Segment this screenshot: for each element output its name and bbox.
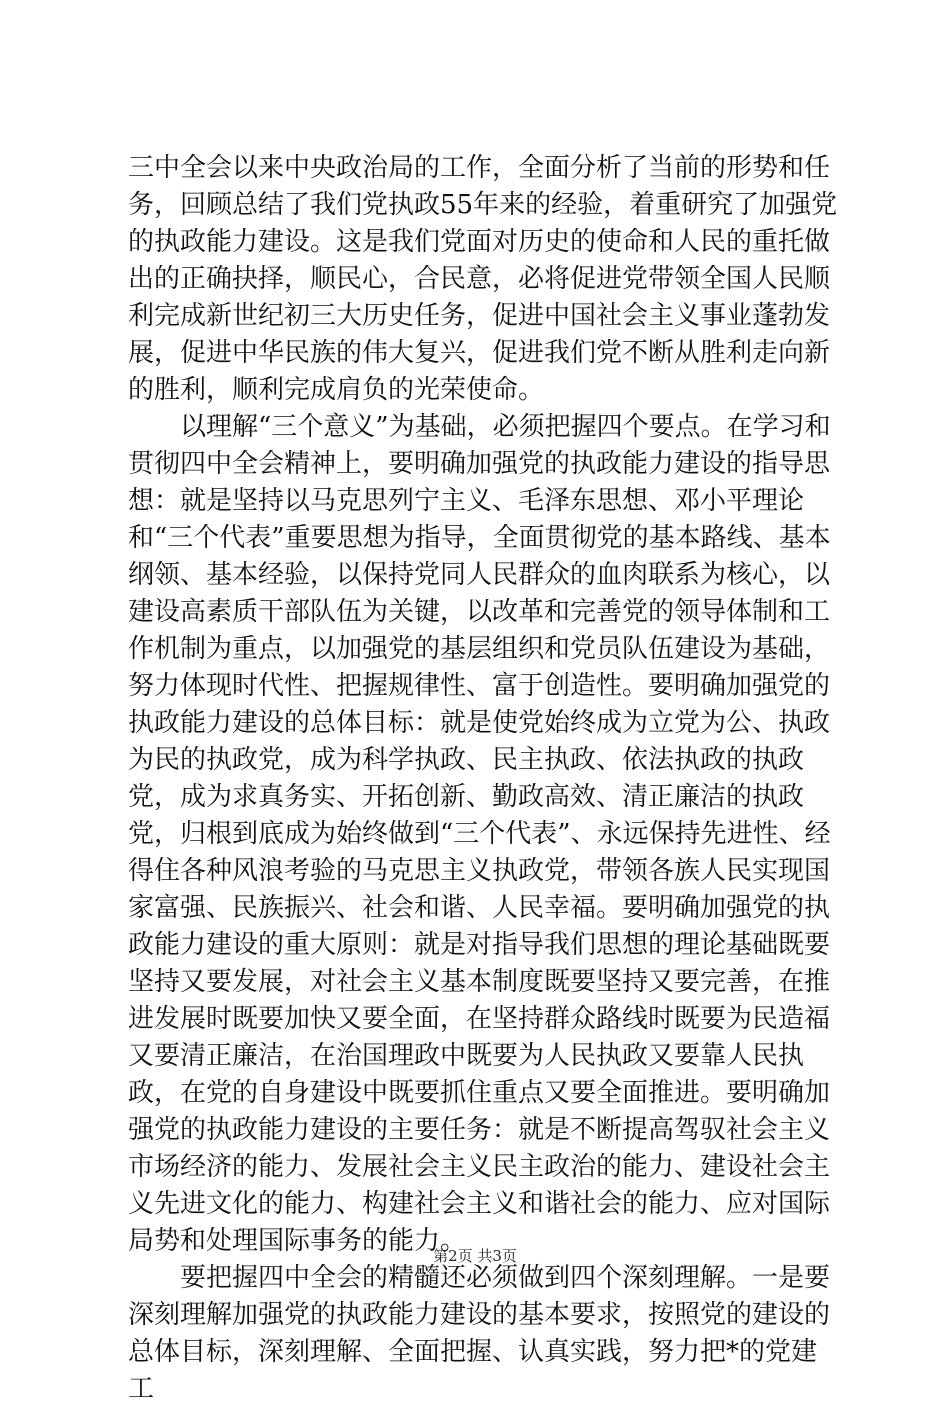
document-body	[128, 150, 838, 1408]
paragraph-2: 以理解“三个意义”为基础，必须把握四个要点。在学习和贯彻四中全会精神上，要明确加强党的执政能力建设的指导思想：就是坚持以马克思列宁主义、毛泽东思想、邓小平理论和“三个代表”重要思想为指导，全面贯彻党的基本路线、基本纲领、基本经验，以保持党同人民群众的血肉联系为核心，以建设高素质干部队伍为关键，以改革和完善党的领导体制和工作机制为重点，以加强党的基层组织和党员队伍建设为基础，努力体现时代性、把握规律性、富于创造性。要明确加强党的执政能力建设的总体目标：就是使党始终成为立党为公、执政为民的执政党，成为科学执政、民主执政、依法执政的执政党，成为求真务实、开拓创新、勤政高效、清正廉洁的执政党，归根到底成为始终做到“三个代表”、永远保持先进性、经得住各种风浪考验的马克思主义执政党，带领各族人民实现国家富强、民族振兴、社会和谐、人民幸福。要明确加强党的执政能力建设的重大原则：就是对指导我们思想的理论基础既要坚持又要发展，对社会主义基本制度既要坚持又要完善，在推进发展时既要加快又要全面，在坚持群众路线时既要为民造福又要清正廉洁，在治国理政中既要为人民执政又要靠人民执政，在党的自身建设中既要抓住重点又要全面推进。要明确加强党的执政能力建设的主要任务：就是不断提高驾驭社会主义市场经济的能力、发展社会主义民主政治的能力、建设社会主义先进文化的能力、构建社会主义和谐社会的能力、应对国际局势和处理国际事务的能力。	[128, 412, 831, 1256]
page-number-footer: 第2页 共3页	[433, 1247, 517, 1265]
paragraph-1: 三中全会以来中央政治局的工作，全面分析了当前的形势和任务，回顾总结了我们党执政55年来的经验，着重研究了加强党的执政能力建设。这是我们党面对历史的使命和人民的重托做出的正确抉择，顺民心，合民意，必将促进党带领全国人民顺利完成新世纪初三大历史任务，促进中国社会主义事业蓬勃发展，促进中华民族的伟大复兴，促进我们党不断从胜利走向新的胜利，顺利完成肩负的光荣使命。	[128, 153, 838, 405]
paragraph-3: 要把握四中全会的精髓还必须做到四个深刻理解。一是要深刻理解加强党的执政能力建设的基本要求，按照党的建设的总体目标，深刻理解、全面把握、认真实践，努力把*的党建工	[128, 1263, 831, 1404]
